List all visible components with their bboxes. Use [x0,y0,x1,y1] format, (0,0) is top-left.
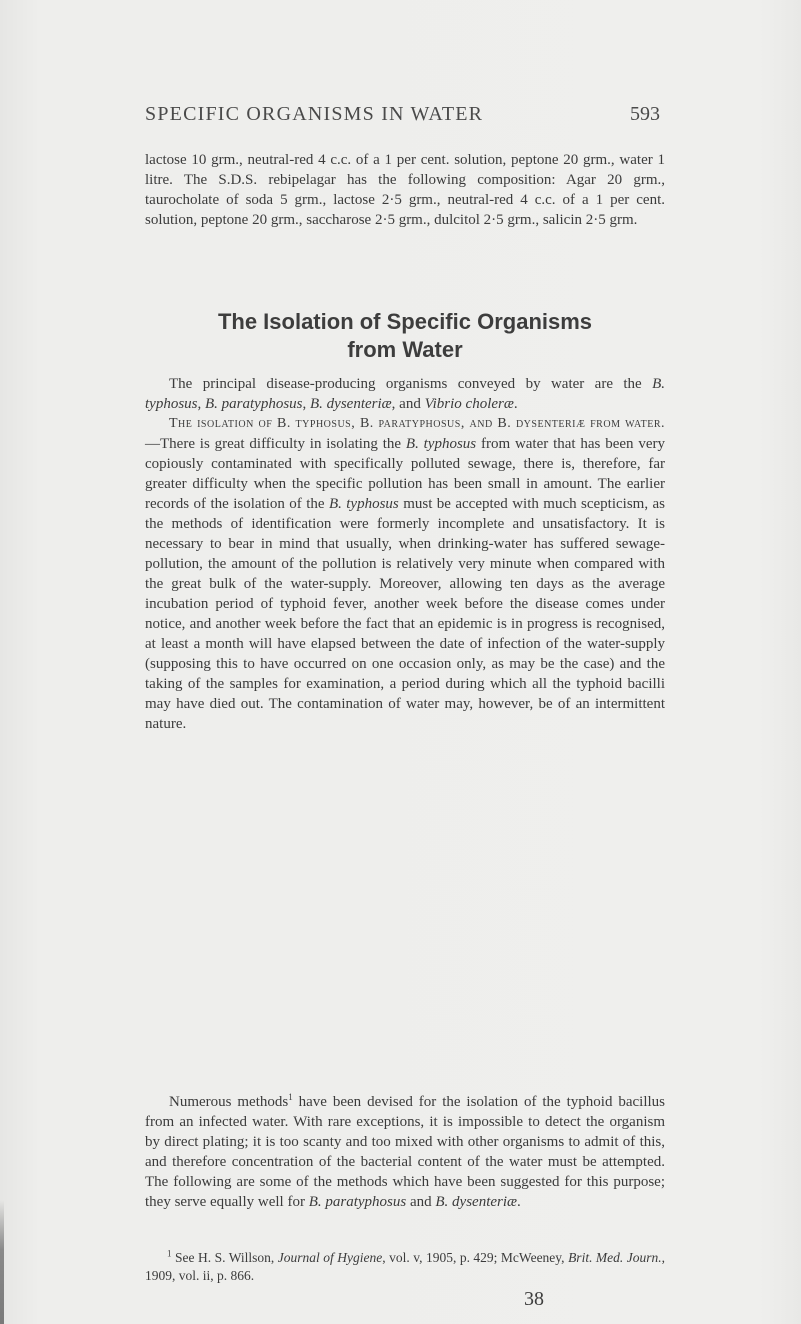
footnote-mark: 1 [167,1248,172,1259]
isolation-paragraph [145,413,665,734]
footnote-text: , vol. v, 1905, p. 429; McWeeney, [382,1250,565,1265]
organism-name: B. typhosus [145,376,665,412]
footnote-text: See H. S. Willson, [175,1250,275,1265]
period: . [513,396,518,412]
section-heading-line-2: from Water [347,337,463,362]
signature-mark: 38 [524,1288,544,1310]
organism-name: Vibrio choleræ [424,396,514,412]
running-title: SPECIFIC ORGANISMS IN WATER [145,103,484,125]
organism-name: B. paratyphosus [308,1194,407,1210]
footnote [145,1249,665,1285]
conjunction: and [409,1194,432,1210]
journal-title: Brit. Med. Journ. [568,1250,662,1265]
continued-paragraph: lactose 10 grm., neutral-red 4 c.c. of a 1 per cent. solution, peptone 20 grm., water 1 litre. The S.D.S. rebipelagar has the following composition: Agar 20 grm., taurocholate of soda 5 grm., lactose 2·5 grm., neutral-red 4 c.c. of a 1 per cent. solution, peptone 20 grm., saccharose 2·5 grm., dulcitol 2·5 grm., salicin 2·5 grm. [145,152,665,228]
page-edge-shadow [0,1200,4,1324]
period: . [517,1194,521,1210]
section-heading-line-1: The Isolation of Specific Organisms [217,309,593,334]
methods-paragraph [145,1092,665,1212]
footnote-reference: 1 [288,1092,293,1102]
organism-name: B. dysenteriæ [435,1194,518,1210]
intro-paragraph: The principal disease-producing organisms conveyed by water are the B. typhosus, B. paratyphosus, B. dysenteriæ, and Vibrio choleræ. [145,376,665,412]
page-number: 593 [630,103,660,125]
footnote-text: , 1909, vol. ii, p. 866. [145,1250,666,1283]
conjunction: , and [391,396,421,412]
organism-name: B. typhosus [405,436,477,452]
paragraph-text: —There is great difficulty in isolating the [145,436,402,452]
intro-text: The principal disease-producing organisms conveyed by water are the [169,376,642,392]
paragraph-text: have been devised for the isolation of the typhoid bacillus from an infected water. With rare exceptions, it is impossible to detect the organism by direct plating; it is too scanty and too mixed with other organisms to admit of this, and therefore concentration of the bacterial content of the water must be attempted. The following are some of the methods which have been suggested for this purpose; they serve equally well for [145,1094,666,1210]
run-in-heading: The isolation of B. typhosus, B. paratyphosus, and B. dysenteriæ from water. [169,416,665,431]
paragraph-text: from water that has been very copiously contaminated with specifically polluted sewage, there is, therefore, far greater difficulty when the specific pollution has been small in amount. The earlier records of the isolation of the [145,436,665,512]
organism-name: B. typhosus [328,496,399,512]
organism-name: B. paratyphosus [205,396,303,412]
section-heading [145,308,665,364]
organism-name: B. dysenteriæ [310,396,392,412]
paragraph-text: Numerous methods [169,1094,289,1110]
running-head [145,103,660,133]
paragraph-text: must be accepted with much scepticism, as the methods of identification were formerly incomplete and unsatisfactory. It is necessary to bear in mind that usually, when drinking-water has suffered sewage-pollution, the amount of the pollution is relatively very minute when compared with the great bulk of the water-supply. Moreover, allowing ten days as the average incubation period of typhoid fever, another week before the disease comes under notice, and another week before the fact that an epidemic is in progress is recognised, at least a month will have elapsed between the date of infection of the water-supply (supposing this to have occurred on one occasion only, as may be the case) and the taking of the samples for examination, a period during which all the typhoid bacilli may have died out. The contamination of water may, however, be of an intermittent nature. [145,496,666,732]
journal-title: Journal of Hygiene [277,1250,383,1265]
